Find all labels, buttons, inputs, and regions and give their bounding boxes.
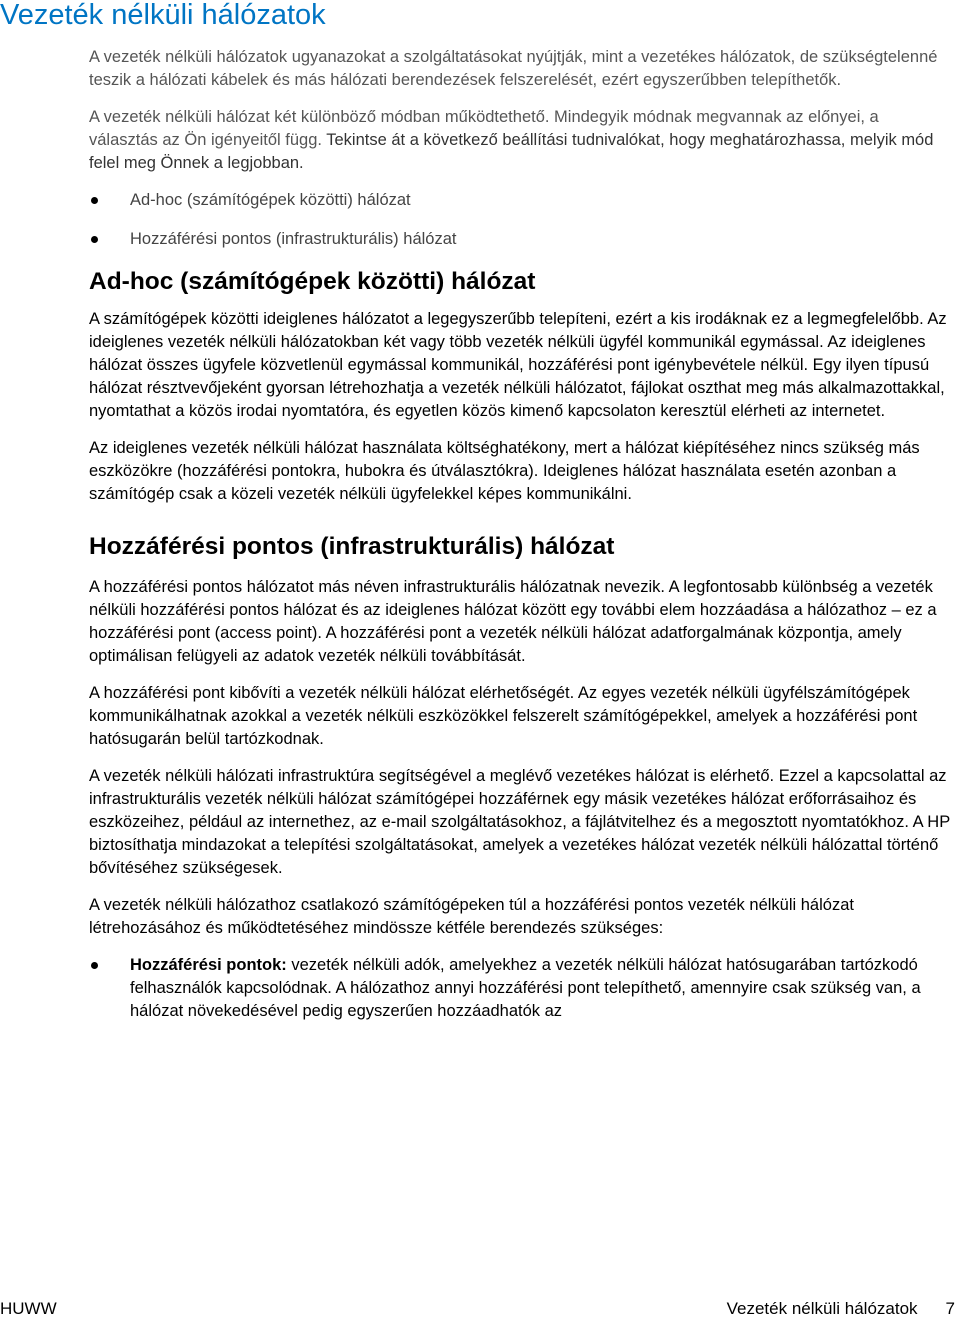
intro-paragraph-2-part-b: Tekintse át a következő beállítási tudnivalókat, hogy meghatározhassa, melyik mód felel meg Önnek a legjobban. [89, 131, 934, 172]
adhoc-paragraph-2: Az ideiglenes vezeték nélküli hálózat használata költséghatékony, mert a hálózat kiépítéséhez nincs szükség más eszközökre (hozzáférési pontokra, hubokra és útválasztókra). Ideiglenes hálózat használata esetén azonban a számítógép csak a közeli vezeték nélküli ügyfelekkel képes kommunikálni. [89, 439, 920, 503]
list-item-description: vezeték nélküli adók, amelyekhez a vezeték nélküli hálózat hatósugarában tartózkodó felhasználók kapcsolódnak. A hálózathoz annyi hozzáférési pont telepíthető, amennyire csak szükség van, a hálózat növekedésével pedig egyszerűen hozzáadhatók az [130, 956, 921, 1020]
equipment-list [89, 954, 951, 1023]
bullet-icon [91, 236, 98, 243]
mode-list [89, 189, 951, 251]
list-item-term: Hozzáférési pontok: [130, 956, 287, 974]
section-heading-adhoc: Ad-hoc (számítógépek közötti) hálózat [89, 268, 536, 295]
footer-right [727, 1299, 955, 1319]
footer-section-title: Vezeték nélküli hálózatok [726, 1299, 918, 1318]
intro-paragraph-1: A vezeték nélküli hálózatok ugyanazokat a szolgáltatásokat nyújtják, mint a vezetékes hálózatok, de szükségtelenné teszik a hálózati kábelek és más hálózati berendezések felszerelését, ezért egyszerűbben telepíthetők. [89, 48, 938, 89]
infra-paragraph-2: A hozzáférési pont kibővíti a vezeték nélküli hálózat elérhetőségét. Az egyes vezeték nélküli ügyfélszámítógépek kommunikálhatnak azokkal a vezeték nélküli eszközökkel felszerelt számítógépekkel, amelyek a hozzáférési pont hatósugarán belül tartózkodnak. [89, 684, 918, 748]
list-item [89, 954, 951, 1023]
list-item-label: Ad-hoc (számítógépek közötti) hálózat [130, 191, 411, 209]
page-title: Vezeték nélküli hálózatok [0, 0, 326, 31]
adhoc-paragraph-1: A számítógépek közötti ideiglenes hálózatot a legegyszerűbb telepíteni, ezért a kis irodáknak ez a legmegfelelőbb. Az ideiglenes vezeték nélküli hálózatokban két vagy több vezeték nélküli ügyfél kommunikál egymással. Az ideiglenes hálózat összes ügyfele közvetlenül egymással kommunikál, hozzáférési pont igénybevétele nélkül. Egy ilyen típusú hálózat résztvevőjeként gyorsan létrehozhatja a vezeték nélküli hálózatot, fájlokat oszthat meg más alkalmazottakkal, nyomtathat a közös irodai nyomtatóra, és egyetlen közös kimenő kapcsolaton keresztül elérheti az internetet. [89, 310, 947, 420]
bullet-icon [91, 962, 98, 969]
list-item-label: Hozzáférési pontos (infrastrukturális) hálózat [130, 230, 457, 248]
bullet-icon [91, 197, 98, 204]
infra-paragraph-3: A vezeték nélküli hálózati infrastruktúra segítségével a meglévő vezetékes hálózat is elérhető. Ezzel a kapcsolattal az infrastrukturális vezeték nélküli hálózat számítógépei hozzáférnek egy másik vezetékes hálózat erőforrásaihoz és eszközeihez, például az internethez, az e-mail szolgáltatásokhoz, a fájlátvitelhez és a megosztott nyomtatókhoz. A HP biztosíthatja mindazokat a telepítési szolgáltatásokat, amelyek a vezetékes hálózat vezeték nélküli hálózattal történő bővítéséhez szükségesek. [89, 767, 950, 877]
list-item [89, 228, 951, 251]
intro-paragraph-2 [89, 106, 951, 175]
intro-section [89, 46, 951, 251]
page-footer [0, 1299, 960, 1319]
footer-page-number: 7 [945, 1299, 955, 1318]
page-content [89, 46, 951, 1023]
infra-paragraph-4: A vezeték nélküli hálózathoz csatlakozó számítógépeken túl a hozzáférési pontos vezeték nélküli hálózat létrehozásához és működtetéséhez mindössze kétféle berendezés szükséges: [89, 896, 854, 937]
footer-document-code: HUWW [0, 1299, 57, 1318]
section-heading-infrastructure: Hozzáférési pontos (infrastrukturális) hálózat [89, 533, 615, 560]
intro-paragraph-2-part-a: A vezeték nélküli hálózat két különböző módban működtethető. Mindegyik módnak megvannak az előnyei, a választás az Ön igényeitől függ. [89, 108, 879, 149]
infra-paragraph-1: A hozzáférési pontos hálózatot más néven infrastrukturális hálózatnak nevezik. A legfontosabb különbség a vezeték nélküli hozzáférési pontos hálózat és az ideiglenes hálózat között egy további elem hozzáadása a hálózathoz – ez a hozzáférési pont (access point). A hozzáférési pont a vezeték nélküli hálózat adatforgalmának központja, amely optimálisan felügyeli az adatok vezeték nélküli továbbítását. [89, 578, 937, 665]
list-item [89, 189, 951, 212]
